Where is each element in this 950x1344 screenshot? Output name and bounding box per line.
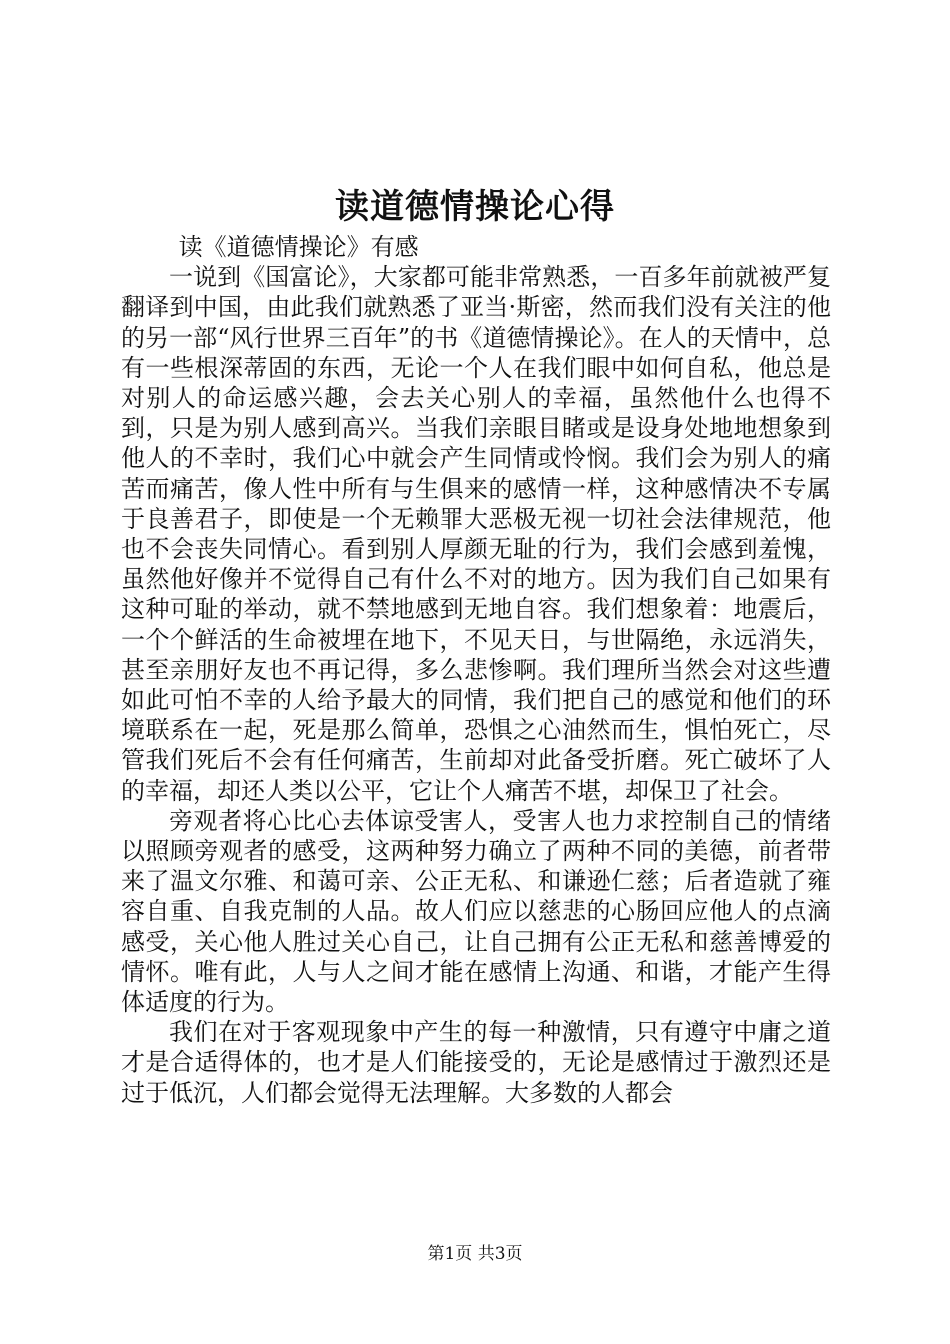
document-title: 读道德情操论心得 [335,187,615,227]
paragraph-1: 一说到《国富论》，大家都可能非常熟悉，一百多年前就被严复翻译到中国，由此我们就熟悉了亚当·斯密，然而我们没有关注的他的另一部“风行世界三百年”的书《道德情操论》。在人的天情中，总有一些根深蒂固的东西，无论一个人在我们眼中如何自私，他总是对别人的命运感兴趣，会去关心别人的幸福，虽然他什么也得不到，只是为别人感到高兴。当我们亲眼目睹或是设身处地地想象到他人的不幸时，我们心中就会产生同情或怜悯。我们会为别人的痛苦而痛苦，像人性中所有与生俱来的感情一样，这种感情决不专属于良善君子，即使是一个无赖罪大恶极无视一切社会法律规范，他也不会丧失同情心。看到别人厚颜无耻的行为，我们会感到羞愧，虽然他好像并不觉得自己有什么不对的地方。因为我们自己如果有这种可耻的举动，就不禁地感到无地自容。我们想象着：地震后，一个个鲜活的生命被埋在地下，不见天日，与世隔绝，永远消失，甚至亲朋好友也不再记得，多么悲惨啊。我们理所当然会对这些遭如此可怕不幸的人给予最大的同情，我们把自己的感觉和他们的环境联系在一起，死是那么简单，恐惧之心油然而生，惧怕死亡，尽管我们死后不会有任何痛苦，生前却对此备受折磨。死亡破坏了人的幸福，却还人类以公平，它让个人痛苦不堪，却保卫了社会。 [121,263,831,805]
paragraph-2: 旁观者将心比心去体谅受害人，受害人也力求控制自己的情绪以照顾旁观者的感受，这两种努力确立了两种不同的美德，前者带来了温文尔雅、和蔼可亲、公正无私、和谦逊仁慈；后者造就了雍容自重、自我克制的人品。故人们应以慈悲的心肠回应他人的点滴感受，关心他人胜过关心自己，让自己拥有公正无私和慈善博爱的情怀。唯有此，人与人之间才能在感情上沟通、和谐，才能产生得体适度的行为。 [121,806,831,1017]
paragraph-3: 我们在对于客观现象中产生的每一种激情，只有遵守中庸之道才是合适得体的，也才是人们能接受的，无论是感情过于激烈还是过于低沉，人们都会觉得无法理解。大多数的人都会 [121,1018,831,1107]
document-body [121,232,831,1108]
document-subtitle: 读《道德情操论》有感 [178,233,419,261]
page-footer: 第1页 共3页 [427,1244,523,1264]
